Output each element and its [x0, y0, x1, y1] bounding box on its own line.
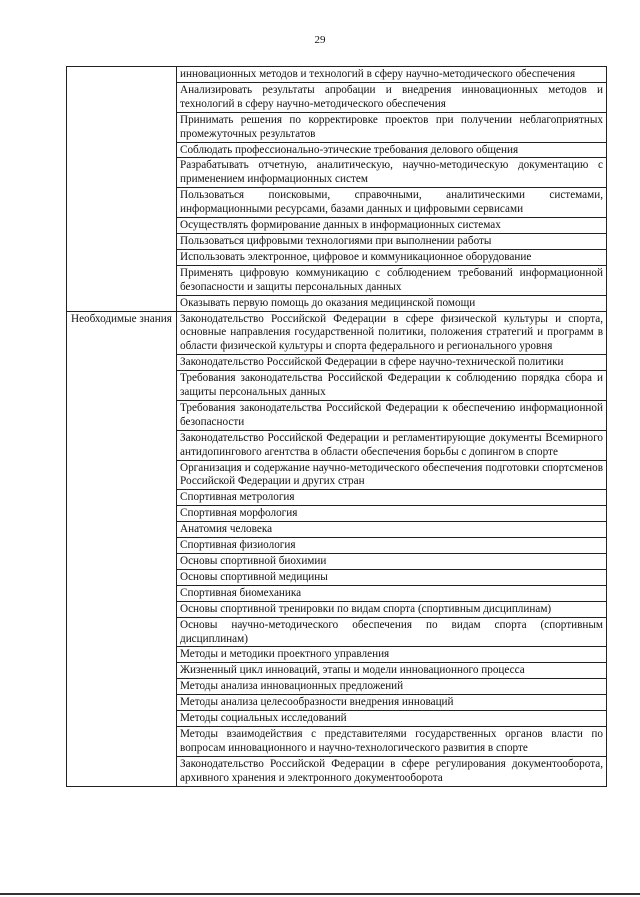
skill-item: инновационных методов и технологий в сферу научно-методического обеспечения: [177, 67, 607, 83]
skill-item: Оказывать первую помощь до оказания медицинской помощи: [177, 295, 607, 311]
knowledge-item: Основы спортивной медицины: [177, 569, 607, 585]
skill-item: Пользоваться поисковыми, справочными, аналитическими системами, информационными ресурсами, базами данных и цифровыми сервисами: [177, 188, 607, 218]
bottom-edge-rule: [0, 893, 640, 895]
knowledge-item: Жизненный цикл инноваций, этапы и модели инновационного процесса: [177, 663, 607, 679]
knowledge-item: Методы и методики проектного управления: [177, 647, 607, 663]
requirements-table-body: [67, 67, 607, 787]
knowledge-item: Законодательство Российской Федерации и регламентирующие документы Всемирного антидопингового агентства в области обеспечения борьбы с допингом в спорте: [177, 430, 607, 460]
knowledge-item: Методы анализа инновационных предложений: [177, 679, 607, 695]
knowledge-item: Основы спортивной биохимии: [177, 554, 607, 570]
knowledge-item: Требования законодательства Российской Федерации к соблюдению порядка сбора и защиты персональных данных: [177, 371, 607, 401]
knowledge-item: Законодательство Российской Федерации в сфере физической культуры и спорта, основные направления государственной политики, положения стратегий и программ в области физической культуры и спорта федерального и регионального уровня: [177, 311, 607, 355]
skill-item: Использовать электронное, цифровое и коммуникационное оборудование: [177, 249, 607, 265]
knowledge-item: Требования законодательства Российской Федерации к обеспечению информационной безопасности: [177, 400, 607, 430]
knowledge-section-label: Необходимые знания: [67, 311, 177, 786]
table-row: [67, 311, 607, 355]
knowledge-item: Организация и содержание научно-методического обеспечения подготовки спортсменов Российской Федерации и других стран: [177, 460, 607, 490]
skill-item: Разрабатывать отчетную, аналитическую, научно-методическую документацию с применением информационных систем: [177, 158, 607, 188]
skill-item: Анализировать результаты апробации и внедрения инновационных методов и технологий в сферу научно-методического обеспечения: [177, 82, 607, 112]
knowledge-item: Основы научно-методического обеспечения по видам спорта (спортивным дисциплинам): [177, 617, 607, 647]
knowledge-item: Спортивная физиология: [177, 538, 607, 554]
skill-item: Осуществлять формирование данных в информационных системах: [177, 218, 607, 234]
skill-item: Применять цифровую коммуникацию с соблюдением требований информационной безопасности и защиты персональных данных: [177, 265, 607, 295]
knowledge-item: Спортивная морфология: [177, 506, 607, 522]
knowledge-item: Законодательство Российской Федерации в сфере научно-технической политики: [177, 355, 607, 371]
knowledge-item: Законодательство Российской Федерации в сфере регулирования документооборота, архивного хранения и электронного документооборота: [177, 756, 607, 786]
knowledge-item: Спортивная метрология: [177, 490, 607, 506]
knowledge-item: Спортивная биомеханика: [177, 585, 607, 601]
knowledge-item: Методы анализа целесообразности внедрения инноваций: [177, 695, 607, 711]
requirements-table: [66, 66, 607, 787]
skill-item: Принимать решения по корректировке проектов при получении неблагоприятных промежуточных результатов: [177, 112, 607, 142]
skill-item: Пользоваться цифровыми технологиями при выполнении работы: [177, 233, 607, 249]
knowledge-item: Методы социальных исследований: [177, 711, 607, 727]
knowledge-item: Анатомия человека: [177, 522, 607, 538]
skill-item: Соблюдать профессионально-этические требования делового общения: [177, 142, 607, 158]
knowledge-item: Основы спортивной тренировки по видам спорта (спортивным дисциплинам): [177, 601, 607, 617]
page-number: 29: [314, 34, 326, 46]
skills-section-label-cell: [67, 67, 177, 312]
knowledge-item: Методы взаимодействия с представителями государственных органов власти по вопросам инновационного и научно-технологического развития в спорте: [177, 726, 607, 756]
table-row: [67, 67, 607, 83]
